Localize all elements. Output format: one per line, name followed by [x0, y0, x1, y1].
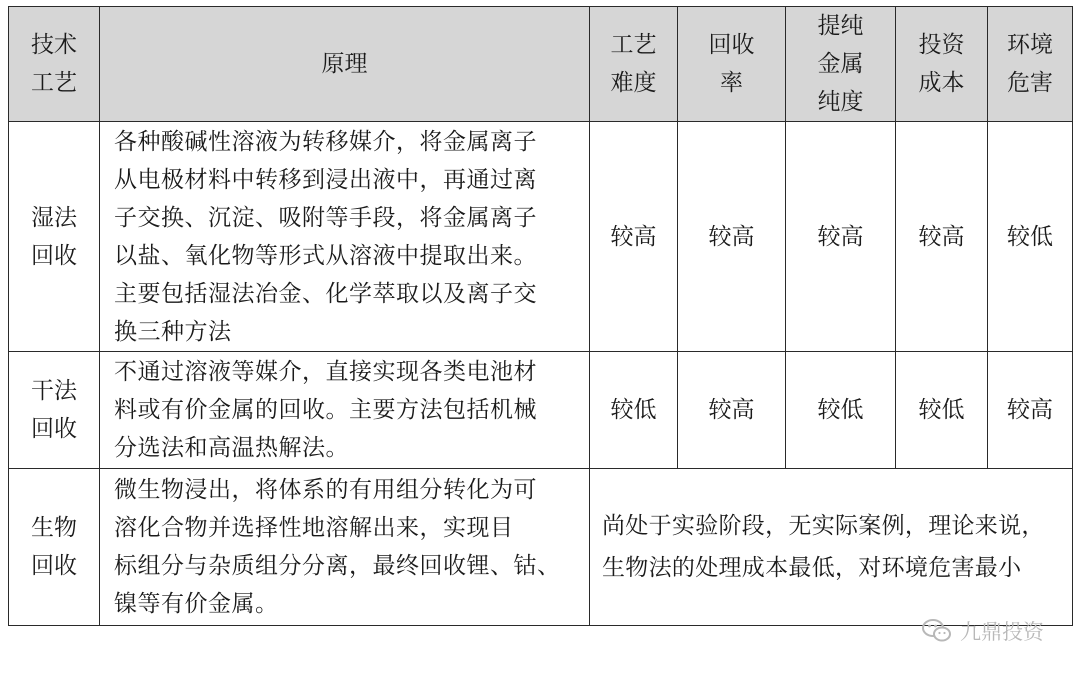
- recovery-rate-cell: 较高: [678, 352, 786, 469]
- method-cell: 干法 回收: [9, 352, 100, 469]
- purity-cell: 较高: [786, 122, 896, 352]
- table-row: [9, 122, 1073, 352]
- principle-cell: 各种酸碱性溶液为转移媒介，将金属离子 从电极材料中转移到浸出液中，再通过离 子交换、沉淀、吸附等手段，将金属离子 以盐、氧化物等形式从溶液中提取出来。 主要包括湿法冶金、化学萃取以及离子交 换三种方法: [100, 122, 590, 352]
- bio-recycling-note: 尚处于实验阶段，无实际案例，理论来说， 生物法的处理成本最低，对环境危害最小: [590, 469, 1073, 626]
- header-row: [9, 7, 1073, 122]
- investment-cost-cell: 较高: [896, 122, 988, 352]
- method-cell: 湿法 回收: [9, 122, 100, 352]
- watermark: [922, 616, 1044, 646]
- table-row: [9, 469, 1073, 626]
- header-principle: 原理: [100, 7, 590, 122]
- difficulty-cell: 较低: [590, 352, 678, 469]
- recycling-comparison-table: [8, 6, 1073, 626]
- header-recovery-rate: 回收 率: [678, 7, 786, 122]
- principle-cell: 不通过溶液等媒介，直接实现各类电池材 料或有价金属的回收。主要方法包括机械 分选法和高温热解法。: [100, 352, 590, 469]
- header-difficulty: 工艺 难度: [590, 7, 678, 122]
- principle-cell: 微生物浸出，将体系的有用组分转化为可 溶化合物并选择性地溶解出来，实现目 标组分与杂质组分分离，最终回收锂、钴、 镍等有价金属。: [100, 469, 590, 626]
- investment-cost-cell: 较低: [896, 352, 988, 469]
- environmental-harm-cell: 较高: [988, 352, 1073, 469]
- header-environmental-harm: 环境 危害: [988, 7, 1073, 122]
- environmental-harm-cell: 较低: [988, 122, 1073, 352]
- header-investment-cost: 投资 成本: [896, 7, 988, 122]
- method-cell: 生物 回收: [9, 469, 100, 626]
- wechat-icon: [922, 618, 952, 644]
- header-purity: 提纯 金属 纯度: [786, 7, 896, 122]
- recovery-rate-cell: 较高: [678, 122, 786, 352]
- watermark-text: 九鼎投资: [960, 620, 1044, 644]
- difficulty-cell: 较高: [590, 122, 678, 352]
- table-row: [9, 352, 1073, 469]
- purity-cell: 较低: [786, 352, 896, 469]
- header-method: 技术 工艺: [9, 7, 100, 122]
